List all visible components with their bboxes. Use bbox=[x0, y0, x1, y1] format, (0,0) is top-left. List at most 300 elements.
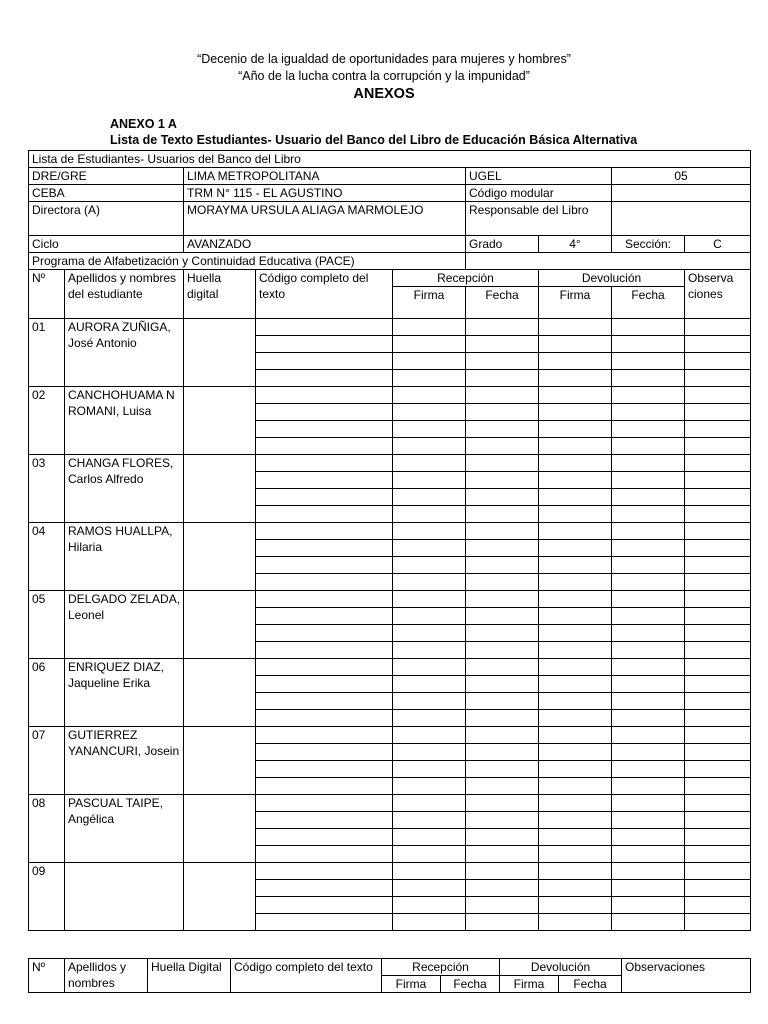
table-row bbox=[29, 795, 751, 812]
devolucion-firma-cell[interactable] bbox=[539, 761, 612, 778]
table-row bbox=[29, 863, 751, 880]
observaciones-cell[interactable] bbox=[685, 914, 751, 931]
devolucion-firma-cell[interactable] bbox=[539, 625, 612, 642]
devolucion-fecha-cell[interactable] bbox=[612, 710, 685, 727]
recepcion-firma-cell[interactable] bbox=[393, 506, 466, 523]
observaciones-cell[interactable] bbox=[685, 642, 751, 659]
directora-label: Directora (A) bbox=[29, 202, 184, 236]
devolucion-fecha-cell[interactable] bbox=[612, 557, 685, 574]
codigo-cell[interactable] bbox=[256, 625, 393, 642]
devolucion-fecha-cell[interactable] bbox=[612, 489, 685, 506]
huella-cell[interactable] bbox=[184, 659, 256, 727]
observaciones-cell[interactable] bbox=[685, 659, 751, 676]
huella-cell[interactable] bbox=[184, 387, 256, 455]
recepcion-fecha-cell[interactable] bbox=[466, 846, 539, 863]
observaciones-cell[interactable] bbox=[685, 523, 751, 540]
observaciones-cell[interactable] bbox=[685, 591, 751, 608]
observaciones-cell[interactable] bbox=[685, 472, 751, 489]
recepcion-fecha-cell[interactable] bbox=[466, 642, 539, 659]
observaciones-cell[interactable] bbox=[685, 744, 751, 761]
footer-col-devolucion-fecha: Fecha bbox=[559, 976, 622, 993]
student-num: 03 bbox=[29, 455, 65, 523]
list-title: Lista de Estudiantes- Usuarios del Banco del Libro bbox=[29, 151, 751, 168]
huella-cell[interactable] bbox=[184, 523, 256, 591]
recepcion-fecha-cell[interactable] bbox=[466, 574, 539, 591]
devolucion-fecha-cell[interactable] bbox=[612, 472, 685, 489]
devolucion-firma-cell[interactable] bbox=[539, 336, 612, 353]
recepcion-fecha-cell[interactable] bbox=[466, 404, 539, 421]
recepcion-firma-cell[interactable] bbox=[393, 625, 466, 642]
col-devolucion-firma: Firma bbox=[539, 287, 612, 319]
devolucion-firma-cell[interactable] bbox=[539, 778, 612, 795]
recepcion-firma-cell[interactable] bbox=[393, 557, 466, 574]
recepcion-fecha-cell[interactable] bbox=[466, 778, 539, 795]
recepcion-fecha-cell[interactable] bbox=[466, 744, 539, 761]
anexo-subtitle: Lista de Texto Estudiantes- Usuario del Banco del Libro de Educación Básica Alternativa bbox=[110, 133, 638, 147]
recepcion-fecha-cell[interactable] bbox=[466, 421, 539, 438]
devolucion-fecha-cell[interactable] bbox=[612, 370, 685, 387]
table-row bbox=[29, 319, 751, 336]
codigo-cell[interactable] bbox=[256, 761, 393, 778]
devolucion-fecha-cell[interactable] bbox=[612, 761, 685, 778]
anexo-code: ANEXO 1 A bbox=[110, 117, 177, 131]
student-name: CHANGA FLORES, Carlos Alfredo bbox=[65, 455, 184, 523]
observaciones-cell[interactable] bbox=[685, 880, 751, 897]
directora-value: MORAYMA URSULA ALIAGA MARMOLEJO bbox=[184, 202, 466, 236]
table-row bbox=[29, 591, 751, 608]
footer-header-table bbox=[28, 958, 751, 993]
col-recepcion-fecha: Fecha bbox=[466, 287, 539, 319]
programa-empty bbox=[466, 253, 751, 270]
student-name: DELGADO ZELADA, Leonel bbox=[65, 591, 184, 659]
observaciones-cell[interactable] bbox=[685, 625, 751, 642]
responsable-label: Responsable del Libro bbox=[466, 202, 612, 236]
student-name: AURORA ZUÑIGA, José Antonio bbox=[65, 319, 184, 387]
codigo-cell[interactable] bbox=[256, 489, 393, 506]
devolucion-fecha-cell[interactable] bbox=[612, 676, 685, 693]
devolucion-firma-cell[interactable] bbox=[539, 472, 612, 489]
devolucion-fecha-cell[interactable] bbox=[612, 387, 685, 404]
devolucion-fecha-cell[interactable] bbox=[612, 455, 685, 472]
recepcion-firma-cell[interactable] bbox=[393, 336, 466, 353]
student-name: ENRIQUEZ DIAZ, Jaqueline Erika bbox=[65, 659, 184, 727]
codigo-cell[interactable] bbox=[256, 727, 393, 744]
devolucion-fecha-cell[interactable] bbox=[612, 727, 685, 744]
ugel-label: UGEL bbox=[466, 168, 612, 185]
devolucion-firma-cell[interactable] bbox=[539, 557, 612, 574]
recepcion-fecha-cell[interactable] bbox=[466, 880, 539, 897]
recepcion-firma-cell[interactable] bbox=[393, 472, 466, 489]
recepcion-fecha-cell[interactable] bbox=[466, 523, 539, 540]
devolucion-firma-cell[interactable] bbox=[539, 710, 612, 727]
devolucion-firma-cell[interactable] bbox=[539, 812, 612, 829]
recepcion-firma-cell[interactable] bbox=[393, 455, 466, 472]
recepcion-firma-cell[interactable] bbox=[393, 438, 466, 455]
recepcion-fecha-cell[interactable] bbox=[466, 914, 539, 931]
devolucion-fecha-cell[interactable] bbox=[612, 897, 685, 914]
ceba-value: TRM N° 115 - EL AGUSTINO bbox=[184, 185, 466, 202]
devolucion-fecha-cell[interactable] bbox=[612, 778, 685, 795]
recepcion-firma-cell[interactable] bbox=[393, 608, 466, 625]
recepcion-fecha-cell[interactable] bbox=[466, 693, 539, 710]
recepcion-firma-cell[interactable] bbox=[393, 863, 466, 880]
recepcion-fecha-cell[interactable] bbox=[466, 319, 539, 336]
devolucion-fecha-cell[interactable] bbox=[612, 523, 685, 540]
devolucion-firma-cell[interactable] bbox=[539, 676, 612, 693]
devolucion-fecha-cell[interactable] bbox=[612, 846, 685, 863]
codigo-cell[interactable] bbox=[256, 829, 393, 846]
devolucion-firma-cell[interactable] bbox=[539, 880, 612, 897]
codigo-cell[interactable] bbox=[256, 353, 393, 370]
devolucion-firma-cell[interactable] bbox=[539, 489, 612, 506]
devolucion-fecha-cell[interactable] bbox=[612, 608, 685, 625]
devolucion-fecha-cell[interactable] bbox=[612, 404, 685, 421]
recepcion-firma-cell[interactable] bbox=[393, 761, 466, 778]
devolucion-firma-cell[interactable] bbox=[539, 404, 612, 421]
devolucion-firma-cell[interactable] bbox=[539, 438, 612, 455]
codigo-cell[interactable] bbox=[256, 676, 393, 693]
observaciones-cell[interactable] bbox=[685, 455, 751, 472]
recepcion-fecha-cell[interactable] bbox=[466, 387, 539, 404]
observaciones-cell[interactable] bbox=[685, 506, 751, 523]
codigo-cell[interactable] bbox=[256, 455, 393, 472]
page-title: ANEXOS bbox=[353, 86, 415, 102]
devolucion-firma-cell[interactable] bbox=[539, 421, 612, 438]
recepcion-firma-cell[interactable] bbox=[393, 319, 466, 336]
recepcion-fecha-cell[interactable] bbox=[466, 455, 539, 472]
codigo-cell[interactable] bbox=[256, 387, 393, 404]
devolucion-fecha-cell[interactable] bbox=[612, 625, 685, 642]
observaciones-cell[interactable] bbox=[685, 557, 751, 574]
student-name bbox=[65, 863, 184, 931]
codigo-cell[interactable] bbox=[256, 608, 393, 625]
devolucion-firma-cell[interactable] bbox=[539, 319, 612, 336]
table-row bbox=[29, 455, 751, 472]
observaciones-cell[interactable] bbox=[685, 370, 751, 387]
devolucion-fecha-cell[interactable] bbox=[612, 880, 685, 897]
student-num: 09 bbox=[29, 863, 65, 931]
codigo-cell[interactable] bbox=[256, 336, 393, 353]
recepcion-fecha-cell[interactable] bbox=[466, 897, 539, 914]
col-huella: Huella digital bbox=[184, 270, 256, 319]
ceba-label: CEBA bbox=[29, 185, 184, 202]
observaciones-cell[interactable] bbox=[685, 608, 751, 625]
devolucion-firma-cell[interactable] bbox=[539, 506, 612, 523]
col-codigo: Código completo del texto bbox=[256, 270, 393, 319]
recepcion-firma-cell[interactable] bbox=[393, 421, 466, 438]
recepcion-fecha-cell[interactable] bbox=[466, 761, 539, 778]
observaciones-cell[interactable] bbox=[685, 761, 751, 778]
footer-col-num: Nº bbox=[29, 959, 65, 993]
devolucion-fecha-cell[interactable] bbox=[612, 438, 685, 455]
seccion-label: Sección: bbox=[612, 236, 685, 253]
codigo-cell[interactable] bbox=[256, 880, 393, 897]
devolucion-firma-cell[interactable] bbox=[539, 744, 612, 761]
devolucion-firma-cell[interactable] bbox=[539, 455, 612, 472]
huella-cell[interactable] bbox=[184, 863, 256, 931]
student-num: 05 bbox=[29, 591, 65, 659]
recepcion-fecha-cell[interactable] bbox=[466, 438, 539, 455]
codigo-cell[interactable] bbox=[256, 557, 393, 574]
col-devolucion-fecha: Fecha bbox=[612, 287, 685, 319]
recepcion-firma-cell[interactable] bbox=[393, 387, 466, 404]
codigo-cell[interactable] bbox=[256, 778, 393, 795]
observaciones-cell[interactable] bbox=[685, 353, 751, 370]
recepcion-fecha-cell[interactable] bbox=[466, 506, 539, 523]
devolucion-firma-cell[interactable] bbox=[539, 370, 612, 387]
recepcion-firma-cell[interactable] bbox=[393, 353, 466, 370]
devolucion-fecha-cell[interactable] bbox=[612, 795, 685, 812]
devolucion-firma-cell[interactable] bbox=[539, 659, 612, 676]
footer-col-devolucion-firma: Firma bbox=[500, 976, 559, 993]
footer-col-huella: Huella Digital bbox=[148, 959, 231, 993]
devolucion-firma-cell[interactable] bbox=[539, 642, 612, 659]
recepcion-fecha-cell[interactable] bbox=[466, 727, 539, 744]
recepcion-firma-cell[interactable] bbox=[393, 778, 466, 795]
codigo-cell[interactable] bbox=[256, 540, 393, 557]
recepcion-fecha-cell[interactable] bbox=[466, 540, 539, 557]
devolucion-firma-cell[interactable] bbox=[539, 591, 612, 608]
codigo-cell[interactable] bbox=[256, 846, 393, 863]
devolucion-firma-cell[interactable] bbox=[539, 795, 612, 812]
codigo-cell[interactable] bbox=[256, 659, 393, 676]
recepcion-firma-cell[interactable] bbox=[393, 540, 466, 557]
student-name: GUTIERREZ YANANCURI, Josein bbox=[65, 727, 184, 795]
observaciones-cell[interactable] bbox=[685, 897, 751, 914]
devolucion-fecha-cell[interactable] bbox=[612, 319, 685, 336]
observaciones-cell[interactable] bbox=[685, 727, 751, 744]
recepcion-firma-cell[interactable] bbox=[393, 914, 466, 931]
recepcion-fecha-cell[interactable] bbox=[466, 795, 539, 812]
footer-col-codigo: Código completo del texto bbox=[231, 959, 382, 993]
codigo-cell[interactable] bbox=[256, 319, 393, 336]
recepcion-fecha-cell[interactable] bbox=[466, 659, 539, 676]
devolucion-firma-cell[interactable] bbox=[539, 387, 612, 404]
devolucion-fecha-cell[interactable] bbox=[612, 591, 685, 608]
devolucion-fecha-cell[interactable] bbox=[612, 693, 685, 710]
recepcion-firma-cell[interactable] bbox=[393, 829, 466, 846]
codigo-cell[interactable] bbox=[256, 370, 393, 387]
recepcion-firma-cell[interactable] bbox=[393, 693, 466, 710]
recepcion-fecha-cell[interactable] bbox=[466, 489, 539, 506]
recepcion-firma-cell[interactable] bbox=[393, 710, 466, 727]
devolucion-fecha-cell[interactable] bbox=[612, 506, 685, 523]
responsable-value bbox=[612, 202, 751, 236]
observaciones-cell[interactable] bbox=[685, 574, 751, 591]
codigo-cell[interactable] bbox=[256, 438, 393, 455]
devolucion-fecha-cell[interactable] bbox=[612, 863, 685, 880]
recepcion-firma-cell[interactable] bbox=[393, 812, 466, 829]
observaciones-cell[interactable] bbox=[685, 489, 751, 506]
student-name: RAMOS HUALLPA, Hilaria bbox=[65, 523, 184, 591]
recepcion-fecha-cell[interactable] bbox=[466, 676, 539, 693]
col-observaciones: Observa ciones bbox=[685, 270, 751, 319]
observaciones-cell[interactable] bbox=[685, 387, 751, 404]
huella-cell[interactable] bbox=[184, 455, 256, 523]
devolucion-fecha-cell[interactable] bbox=[612, 336, 685, 353]
observaciones-cell[interactable] bbox=[685, 404, 751, 421]
huella-cell[interactable] bbox=[184, 319, 256, 387]
observaciones-cell[interactable] bbox=[685, 829, 751, 846]
dre-value: LIMA METROPOLITANA bbox=[184, 168, 466, 185]
devolucion-firma-cell[interactable] bbox=[539, 863, 612, 880]
table-row bbox=[29, 523, 751, 540]
table-row bbox=[29, 387, 751, 404]
observaciones-cell[interactable] bbox=[685, 693, 751, 710]
student-name: PASCUAL TAIPE, Angélica bbox=[65, 795, 184, 863]
huella-cell[interactable] bbox=[184, 591, 256, 659]
codigo-cell[interactable] bbox=[256, 591, 393, 608]
table-row bbox=[29, 727, 751, 744]
ciclo-value: AVANZADO bbox=[184, 236, 466, 253]
footer-col-observaciones: Observaciones bbox=[622, 959, 751, 993]
codigo-cell[interactable] bbox=[256, 914, 393, 931]
grado-value: 4° bbox=[539, 236, 612, 253]
observaciones-cell[interactable] bbox=[685, 438, 751, 455]
devolucion-firma-cell[interactable] bbox=[539, 829, 612, 846]
codigo-cell[interactable] bbox=[256, 506, 393, 523]
recepcion-fecha-cell[interactable] bbox=[466, 557, 539, 574]
recepcion-firma-cell[interactable] bbox=[393, 727, 466, 744]
recepcion-fecha-cell[interactable] bbox=[466, 863, 539, 880]
recepcion-firma-cell[interactable] bbox=[393, 574, 466, 591]
devolucion-firma-cell[interactable] bbox=[539, 914, 612, 931]
devolucion-firma-cell[interactable] bbox=[539, 540, 612, 557]
recepcion-fecha-cell[interactable] bbox=[466, 353, 539, 370]
col-recepcion-firma: Firma bbox=[393, 287, 466, 319]
devolucion-firma-cell[interactable] bbox=[539, 846, 612, 863]
recepcion-firma-cell[interactable] bbox=[393, 370, 466, 387]
seccion-value: C bbox=[685, 236, 751, 253]
header-line-1: “Decenio de la igualdad de oportunidades para mujeres y hombres” bbox=[197, 52, 571, 66]
devolucion-firma-cell[interactable] bbox=[539, 897, 612, 914]
col-nombres: Apellidos y nombres del estudiante bbox=[65, 270, 184, 319]
recepcion-firma-cell[interactable] bbox=[393, 659, 466, 676]
observaciones-cell[interactable] bbox=[685, 676, 751, 693]
student-num: 08 bbox=[29, 795, 65, 863]
observaciones-cell[interactable] bbox=[685, 846, 751, 863]
devolucion-fecha-cell[interactable] bbox=[612, 744, 685, 761]
codigo-cell[interactable] bbox=[256, 642, 393, 659]
footer-col-recepcion-firma: Firma bbox=[382, 976, 441, 993]
devolucion-firma-cell[interactable] bbox=[539, 523, 612, 540]
recepcion-fecha-cell[interactable] bbox=[466, 812, 539, 829]
recepcion-firma-cell[interactable] bbox=[393, 897, 466, 914]
student-name: CANCHOHUAMA N ROMANI, Luisa bbox=[65, 387, 184, 455]
recepcion-firma-cell[interactable] bbox=[393, 676, 466, 693]
recepcion-fecha-cell[interactable] bbox=[466, 370, 539, 387]
recepcion-firma-cell[interactable] bbox=[393, 642, 466, 659]
footer-col-nombres: Apellidos y nombres bbox=[65, 959, 148, 993]
student-num: 06 bbox=[29, 659, 65, 727]
devolucion-fecha-cell[interactable] bbox=[612, 642, 685, 659]
codigo-cell[interactable] bbox=[256, 472, 393, 489]
codigo-cell[interactable] bbox=[256, 574, 393, 591]
footer-col-recepcion: Recepción bbox=[382, 959, 500, 976]
col-num: Nº bbox=[29, 270, 65, 319]
codigo-cell[interactable] bbox=[256, 795, 393, 812]
student-num: 04 bbox=[29, 523, 65, 591]
observaciones-cell[interactable] bbox=[685, 319, 751, 336]
programa-label: Programa de Alfabetización y Continuidad Educativa (PACE) bbox=[29, 253, 466, 270]
huella-cell[interactable] bbox=[184, 727, 256, 795]
observaciones-cell[interactable] bbox=[685, 710, 751, 727]
devolucion-firma-cell[interactable] bbox=[539, 608, 612, 625]
codigo-cell[interactable] bbox=[256, 693, 393, 710]
codigo-cell[interactable] bbox=[256, 404, 393, 421]
ugel-value: 05 bbox=[612, 168, 751, 185]
student-num: 02 bbox=[29, 387, 65, 455]
devolucion-fecha-cell[interactable] bbox=[612, 540, 685, 557]
observaciones-cell[interactable] bbox=[685, 812, 751, 829]
observaciones-cell[interactable] bbox=[685, 863, 751, 880]
col-recepcion: Recepción bbox=[393, 270, 539, 287]
observaciones-cell[interactable] bbox=[685, 795, 751, 812]
recepcion-fecha-cell[interactable] bbox=[466, 472, 539, 489]
recepcion-fecha-cell[interactable] bbox=[466, 336, 539, 353]
recepcion-fecha-cell[interactable] bbox=[466, 625, 539, 642]
codigo-cell[interactable] bbox=[256, 863, 393, 880]
codigo-cell[interactable] bbox=[256, 897, 393, 914]
recepcion-firma-cell[interactable] bbox=[393, 880, 466, 897]
observaciones-cell[interactable] bbox=[685, 336, 751, 353]
devolucion-fecha-cell[interactable] bbox=[612, 659, 685, 676]
recepcion-fecha-cell[interactable] bbox=[466, 710, 539, 727]
footer-col-recepcion-fecha: Fecha bbox=[441, 976, 500, 993]
dre-label: DRE/GRE bbox=[29, 168, 184, 185]
devolucion-fecha-cell[interactable] bbox=[612, 812, 685, 829]
devolucion-firma-cell[interactable] bbox=[539, 693, 612, 710]
observaciones-cell[interactable] bbox=[685, 778, 751, 795]
header-line-2: “Año de la lucha contra la corrupción y la impunidad” bbox=[238, 69, 530, 83]
recepcion-firma-cell[interactable] bbox=[393, 846, 466, 863]
codigo-modular-label: Código modular bbox=[466, 185, 612, 202]
recepcion-fecha-cell[interactable] bbox=[466, 591, 539, 608]
student-num: 01 bbox=[29, 319, 65, 387]
recepcion-firma-cell[interactable] bbox=[393, 591, 466, 608]
observaciones-cell[interactable] bbox=[685, 540, 751, 557]
devolucion-fecha-cell[interactable] bbox=[612, 574, 685, 591]
codigo-modular-value bbox=[612, 185, 751, 202]
recepcion-firma-cell[interactable] bbox=[393, 404, 466, 421]
codigo-cell[interactable] bbox=[256, 421, 393, 438]
recepcion-firma-cell[interactable] bbox=[393, 523, 466, 540]
student-num: 07 bbox=[29, 727, 65, 795]
recepcion-firma-cell[interactable] bbox=[393, 795, 466, 812]
devolucion-fecha-cell[interactable] bbox=[612, 829, 685, 846]
recepcion-firma-cell[interactable] bbox=[393, 744, 466, 761]
devolucion-fecha-cell[interactable] bbox=[612, 914, 685, 931]
devolucion-fecha-cell[interactable] bbox=[612, 353, 685, 370]
codigo-cell[interactable] bbox=[256, 710, 393, 727]
codigo-cell[interactable] bbox=[256, 812, 393, 829]
recepcion-firma-cell[interactable] bbox=[393, 489, 466, 506]
codigo-cell[interactable] bbox=[256, 744, 393, 761]
devolucion-fecha-cell[interactable] bbox=[612, 421, 685, 438]
huella-cell[interactable] bbox=[184, 795, 256, 863]
recepcion-fecha-cell[interactable] bbox=[466, 829, 539, 846]
students-table bbox=[28, 150, 751, 931]
col-devolucion: Devolución bbox=[539, 270, 685, 287]
footer-col-devolucion: Devolución bbox=[500, 959, 622, 976]
codigo-cell[interactable] bbox=[256, 523, 393, 540]
devolucion-firma-cell[interactable] bbox=[539, 727, 612, 744]
recepcion-fecha-cell[interactable] bbox=[466, 608, 539, 625]
devolucion-firma-cell[interactable] bbox=[539, 574, 612, 591]
table-row bbox=[29, 659, 751, 676]
observaciones-cell[interactable] bbox=[685, 421, 751, 438]
devolucion-firma-cell[interactable] bbox=[539, 353, 612, 370]
